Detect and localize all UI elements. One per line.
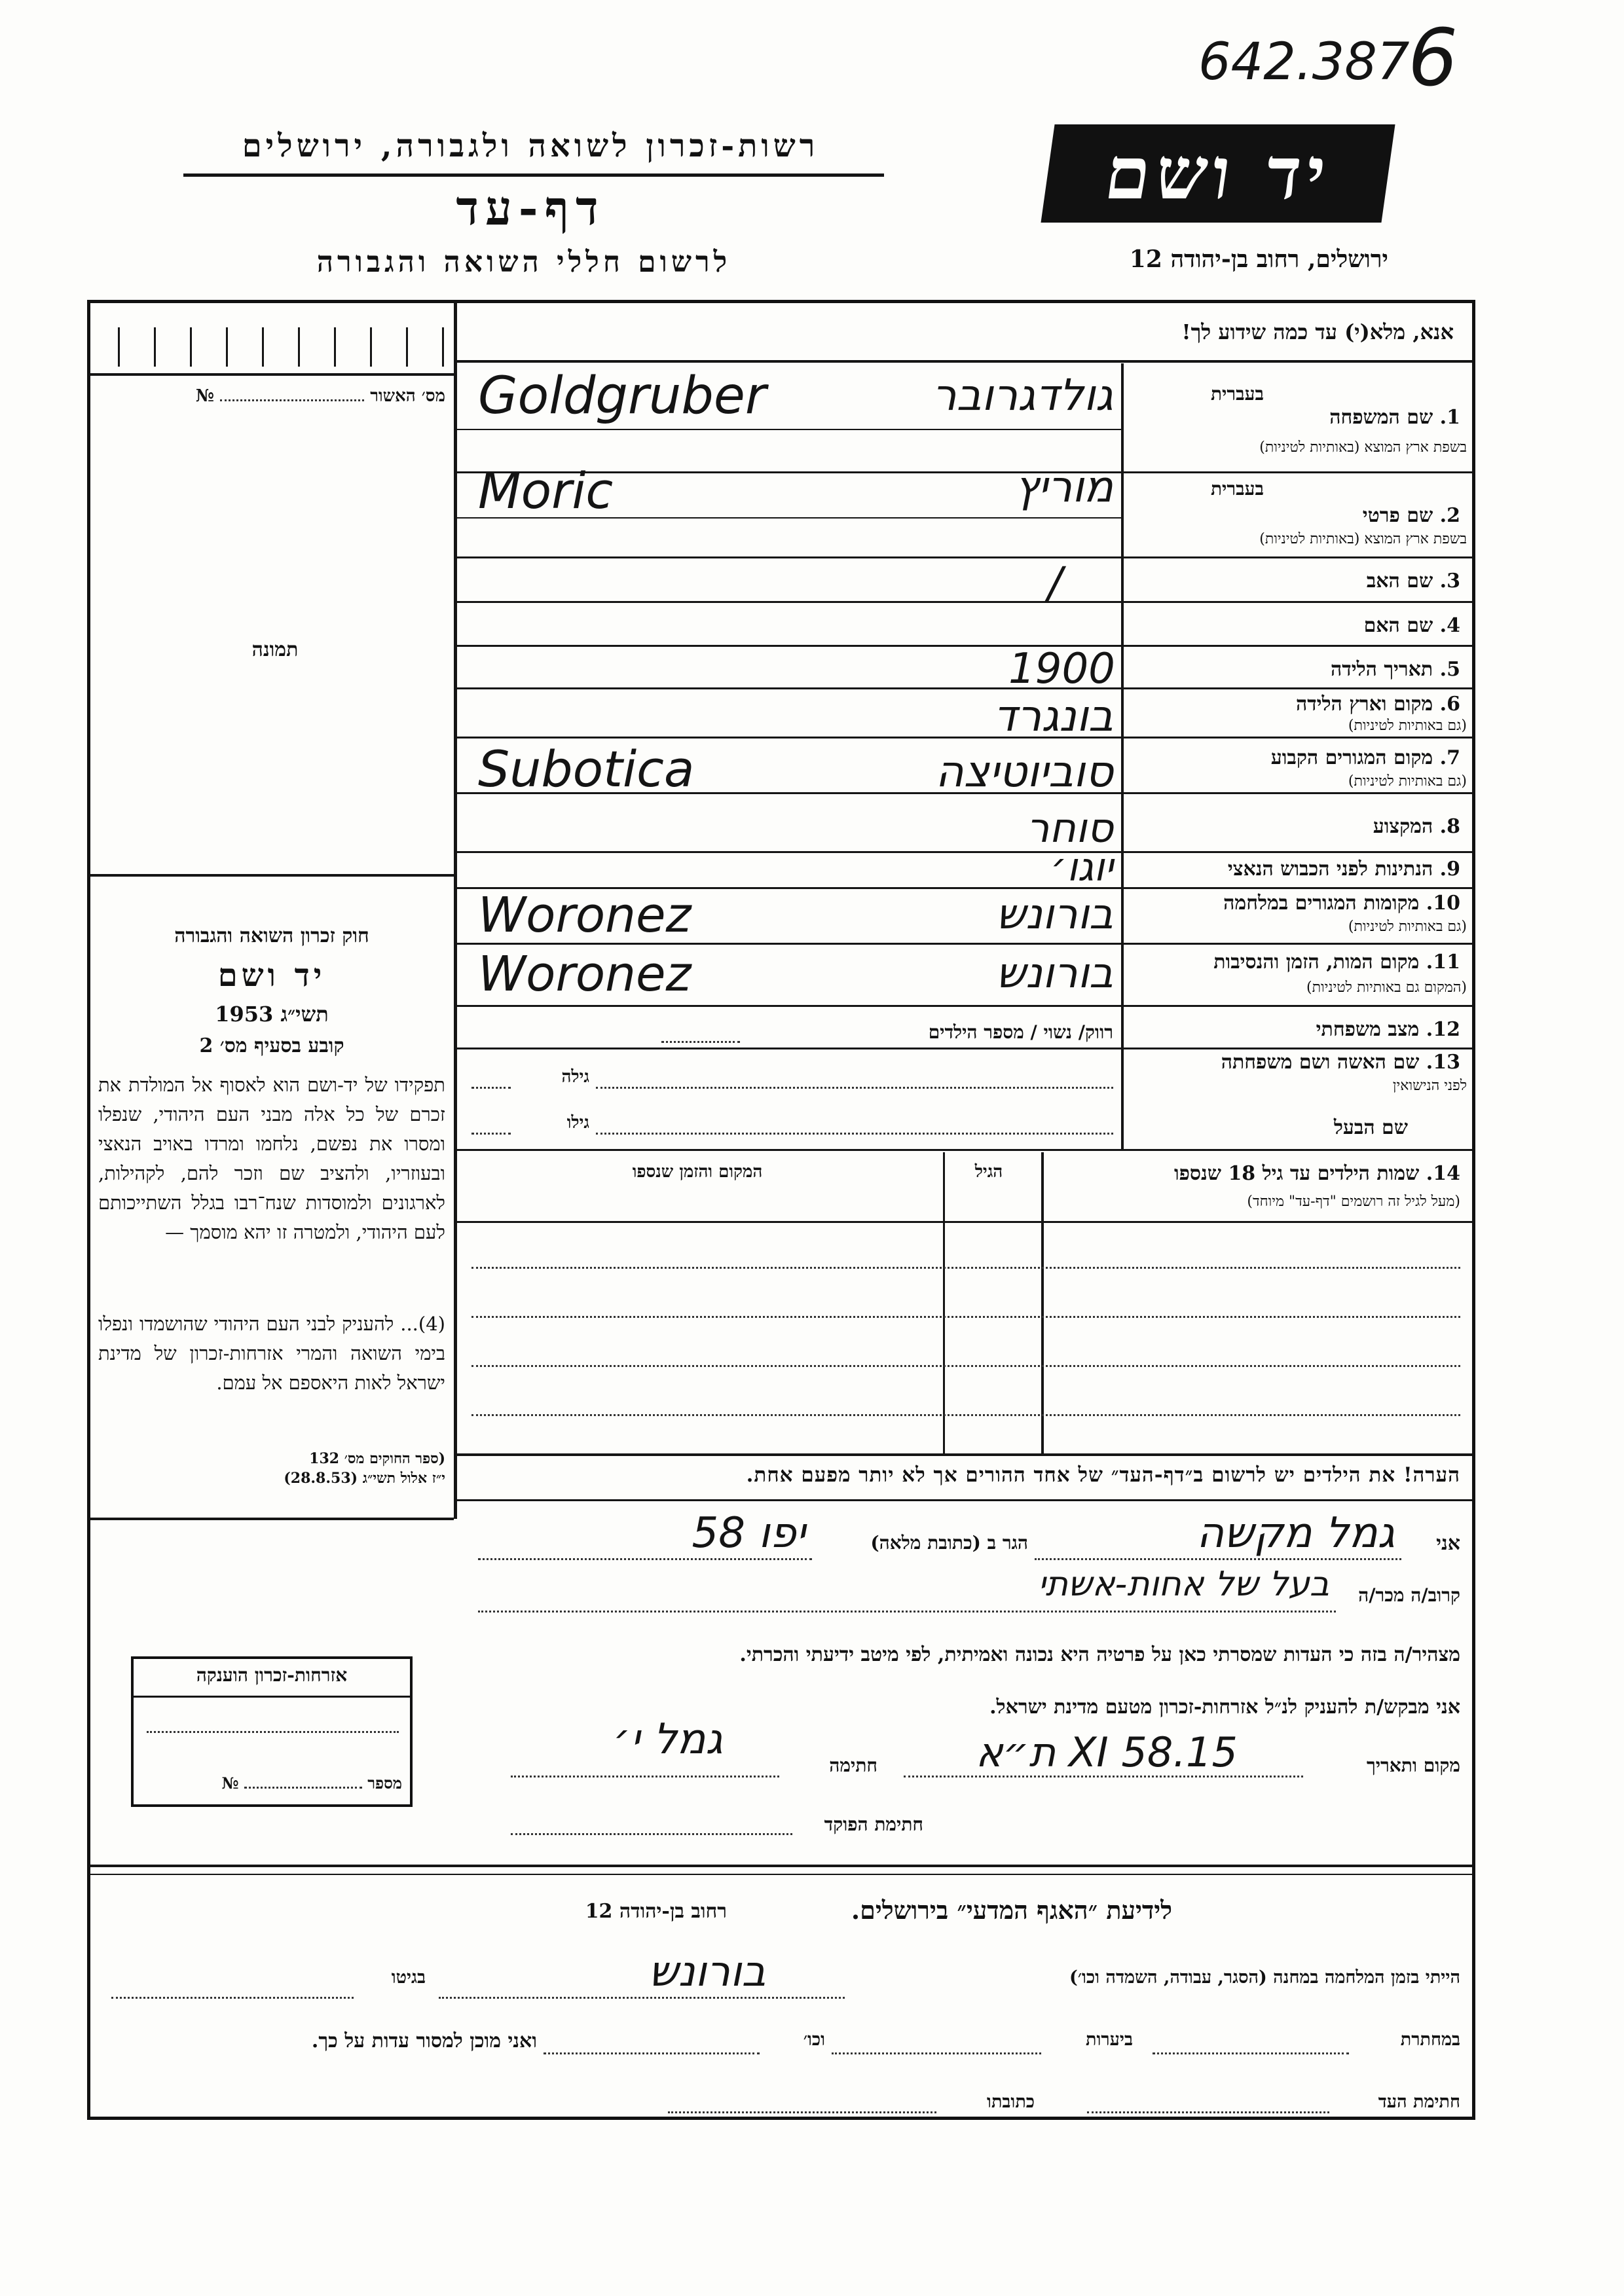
ready-testimony-label: ואני מוכן למסור עדות על כך. [311, 2030, 537, 2052]
forests-label: ביערות [1085, 2030, 1133, 2050]
field-2-value-hebrew: מוריץ [1014, 462, 1113, 512]
citizenship-box [131, 1656, 413, 1807]
field-1-label: 1. שם המשפחה [1329, 406, 1460, 429]
camp-value: בורונש [648, 1948, 766, 1996]
children-age-header: הגיל [974, 1162, 1003, 1182]
field-9-value: יוגו׳ [1050, 845, 1113, 890]
bottom-address: רחוב בן-יהודה 12 [585, 1900, 727, 1923]
field-10-label: 10. מקומות המגורים במלחמה [1223, 892, 1460, 915]
field-7-value-latin: Subotica [478, 740, 695, 798]
law-citation-date: י״ז אלול תשי״ג (28.8.53) [284, 1470, 445, 1487]
archive-number: 642.387 [1198, 33, 1410, 92]
field-7-label: 7. מקום המגורים הקבוע [1270, 746, 1460, 769]
field-6-sub: (גם באותיות לטיניות) [1348, 718, 1467, 734]
field-5-value: 1900 [1008, 645, 1115, 693]
field-14-label: 14. שמות הילדים עד גיל 18 שנספו [1173, 1162, 1460, 1185]
field-1-value-latin: Goldgruber [478, 367, 766, 426]
citizenship-title: אזרחות-זכרון הוענקה [196, 1664, 348, 1686]
declaration-text: מצהיר/ה בזה כי העדות שמסרתי כאן על פרטיה היא נכונה ואמיתית, לפי מיטב ידיעתי והכרתי. [739, 1643, 1460, 1666]
field-10-value-latin: Woronez [478, 887, 692, 943]
husband-name-label: שם הבעל [1333, 1116, 1408, 1139]
field-5-label: 5. תאריך הלידה [1331, 658, 1460, 681]
form-title: דף-עד [456, 180, 605, 236]
field-8-label: 8. המקצוע [1373, 815, 1460, 838]
approval-number-field [105, 386, 445, 406]
field-14-sub: (מעל לגיל זה רושמים "דף-עד" מיוחד) [1247, 1194, 1460, 1210]
declarant-residing-label: הגר ב (כתובת מלאה) [870, 1532, 1028, 1554]
law-citation: (ספר החוקים מס׳ 132 [309, 1450, 445, 1467]
field-12-label: 12. מצב משפחתי [1316, 1018, 1460, 1041]
field-13-age-label: גילה [561, 1067, 589, 1087]
underground-label: במחתרת [1400, 2030, 1460, 2050]
signature-value: גמל י׳ [613, 1715, 723, 1764]
field-4-label: 4. שם האם [1363, 614, 1460, 637]
field-2-hebrew-tag: בעברית [1210, 478, 1264, 500]
authority-name: רשות-זכרון לשואה ולגבורה, ירושלים [242, 128, 819, 164]
field-9-label: 9. הנתינות לפני הכבוש הנאצי [1227, 858, 1460, 881]
field-10-sub: (גם באותיות לטיניות) [1348, 919, 1467, 935]
field-13-sub: לפני הנישואין [1392, 1078, 1467, 1094]
camp-label: הייתי בזמן המלחמה במחנה (הסגר, עבודה, השמדה וכו׳) [1069, 1967, 1460, 1988]
field-1-value-hebrew: גולדגרובר [932, 370, 1113, 420]
law-name: יד ושם [217, 957, 326, 994]
bottom-title: לידיעת ״האגף המדעי״ בירושלים. [851, 1895, 1172, 1925]
approval-label: מס׳ האשור [370, 386, 445, 406]
signature-label: חתימה [829, 1755, 877, 1776]
field-11-value-hebrew: בורונש [996, 949, 1113, 998]
declarant-relation: בעל של אחות-אשתי [1038, 1565, 1329, 1604]
approval-no: № [195, 386, 215, 406]
citizenship-number-sign: № [221, 1774, 239, 1793]
law-title: חוק זכרון השואה והגבורה [174, 924, 369, 947]
field-12-value: רווק/ נשוי / מספר הילדים [928, 1021, 1113, 1043]
law-text-2: (4)... להעניק לבני העם היהודי שהושמדו ונפלו בימי השואה והמרי אזרחות-זכרון של מדינת ישראל לאות היאספם אל עמם. [98, 1313, 445, 1394]
field-7-sub: (גם באותיות לטיניות) [1348, 773, 1467, 790]
witness-address-label: כתובתו [987, 2092, 1035, 2112]
note: הערה! את הילדים יש לרשום ב״דף-העד״ של אחד ההורים אך לא יותר מפעם אחת. [746, 1463, 1460, 1487]
instruction: אנא, מלא(י) עד כמה שידוע לך! [1181, 319, 1454, 344]
field-10-value-hebrew: בורונש [996, 890, 1113, 939]
citizenship-number-field [143, 1774, 402, 1793]
place-date-value: 15.XI 58 ת״א [976, 1728, 1238, 1776]
field-11-value-latin: Woronez [478, 946, 692, 1002]
page-marker: 6 [1408, 13, 1458, 104]
etc-label: וכו׳ [803, 2030, 825, 2050]
form-subtitle: לרשום חללי השואה והגבורה [316, 246, 731, 279]
field-13-label: 13. שם האשה ושם משפחתה [1221, 1051, 1460, 1074]
declarant-relative-label: קרוב/ה מכר/ה [1358, 1584, 1460, 1606]
field-2-label: 2. שם פרטי [1362, 504, 1460, 527]
law-text: תפקידו של יד-ושם הוא לאסוף אל המולדת את זכרם של כל אלה מבני העם היהודי, שנפלו ומסרו את נפשם, נלחמו ומרדו באויב הנאצי ובעוזריו, ולהציב שם וזכר להם, לקהילות, לארגונים ולמוסדות שנח־רבו בגלל השתייכותם לעם היהודי, ולמטרה זו יהא מוסמך — [98, 1074, 445, 1243]
declarant-ani-label: אני [1436, 1532, 1460, 1555]
children-place-header: המקום והזמן שנספו [632, 1162, 763, 1182]
law-section: קובע בסעיף מס׳ 2 [199, 1034, 344, 1057]
field-6-value: בונגרד [993, 691, 1113, 741]
field-6-label: 6. מקום וארץ הלידה [1295, 693, 1460, 716]
field-1-sub: בשפת ארץ המוצא (באותיות לטיניות) [1259, 439, 1467, 456]
tick-strip [118, 327, 445, 367]
field-11-label: 11. מקום המות, הזמן והנסיבות [1213, 951, 1460, 974]
husband-age-label: גילו [566, 1113, 589, 1133]
officer-signature-label: חתימת הפוקד [824, 1813, 923, 1835]
law-year: תשי״ג 1953 [215, 1002, 329, 1027]
declarant-address: יפו 58 [692, 1509, 805, 1558]
field-2-sub: בשפת ארץ המוצא (באותיות לטיניות) [1259, 531, 1467, 547]
photo-label: תמונה [251, 638, 299, 661]
field-1-hebrew-tag: בעברית [1210, 383, 1264, 405]
yad-vashem-logo [1041, 124, 1395, 223]
field-2-value-latin: Moric [478, 462, 614, 520]
request-text: אני מבקש/ת להעניק לנ״ל אזרחות-זכרון מטעם מדינת ישראל. [989, 1696, 1460, 1719]
ghetto-label: בגיטו [391, 1967, 426, 1988]
header-address: ירושלים, רחוב בן-יהודה 12 [1129, 246, 1388, 273]
citizenship-number-label: מספר [367, 1774, 402, 1793]
field-3-label: 3. שם האב [1366, 570, 1460, 592]
declarant-name: גמל מקשה [1196, 1509, 1395, 1558]
field-3-value: / [1048, 558, 1063, 608]
field-7-value-hebrew: סוביוטיצה [935, 746, 1113, 797]
logo-text: יד ושם [1099, 131, 1337, 215]
field-8-value: סוחר [1026, 804, 1113, 852]
witness-signature-label: חתימת העד [1378, 2092, 1460, 2112]
place-date-label: מקום ותאריך [1366, 1755, 1460, 1776]
field-11-sub: (המקום גם באותיות לטיניות) [1306, 979, 1467, 996]
